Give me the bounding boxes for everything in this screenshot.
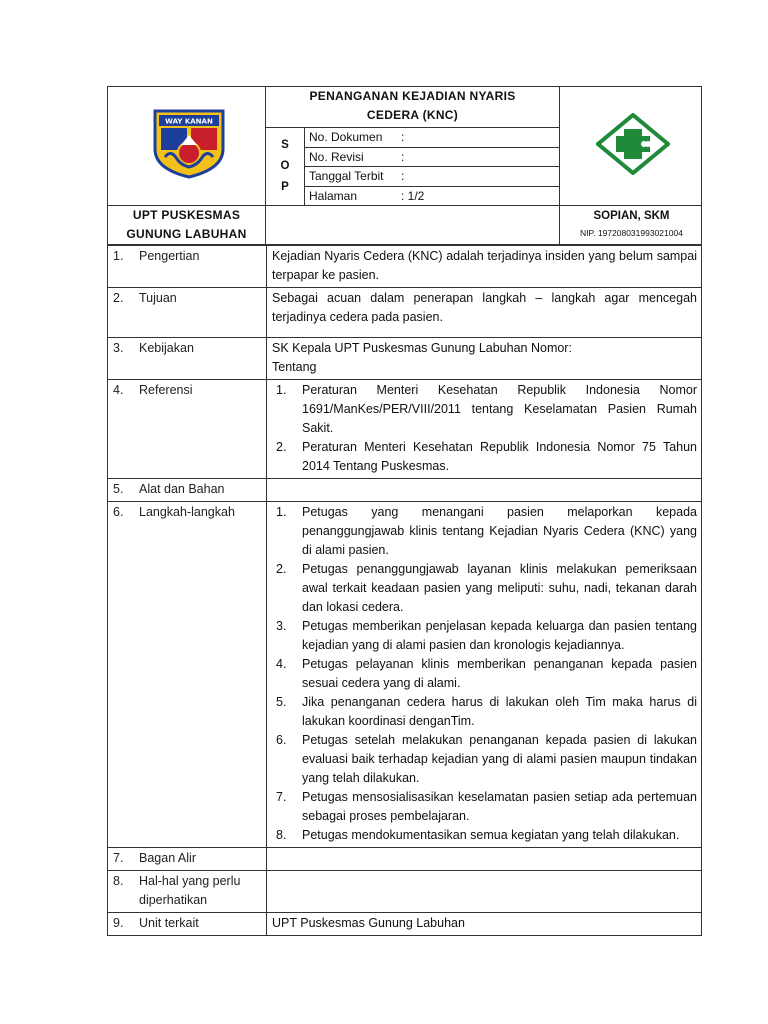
section-row-pengertian: 1. Pengertian Kejadian Nyaris Cedera (KNC) adalah terjadinya insiden yang belum sampai terpapar ke pasien. [108, 246, 702, 288]
way-kanan-emblem-icon [151, 109, 227, 179]
section-text [267, 848, 702, 871]
section-text: UPT Puskesmas Gunung Labuhan [267, 913, 702, 936]
meta-row-halaman: Halaman : 1/2 [309, 188, 425, 203]
meta-table [305, 128, 559, 205]
section-text [267, 871, 702, 913]
signer-name: SOPIAN, SKM [593, 210, 670, 222]
document-header [107, 86, 702, 206]
list-item: 2. Petugas penanggungjawab layanan klinis melakukan pemeriksaan awal terkait keadaan pasien yang meliputi: suhu, nadi, tekanan darah dan lokasi cedera. [276, 562, 697, 614]
list-item: 8. Petugas mendokumentasikan semua kegiatan yang telah dilakukan. [276, 828, 680, 842]
document-title: PENANGANAN KEJADIAN NYARIS CEDERA (KNC) [309, 89, 516, 122]
section-row-tujuan: 2. Tujuan Sebagai acuan dalam penerapan langkah – langkah agar mencegah terjadinya cedera pada pasien. [108, 288, 702, 338]
list-item: 4. Petugas pelayanan klinis memberikan penanganan kepada pasien sesuai cedera yang di alami. [276, 657, 697, 690]
meta-row-tanggal-terbit: Tanggal Terbit : [305, 167, 559, 187]
org-name: UPT PUSKESMAS GUNUNG LABUHAN [108, 206, 266, 244]
section-row-referensi: 4. Referensi 1. Peraturan Menteri Kesehatan Republik Indonesia Nomor 1691/ManKes/PER/VIII/2011 tentang Keselamatan Pasien Rumah Sakit. 2. Peraturan Menteri Kesehatan Republik Indonesia Nomor 75 Tahun 2014 Tentang Puskesmas. [108, 380, 702, 479]
section-text: SK Kepala UPT Puskesmas Gunung Labuhan Nomor: Tentang [267, 338, 702, 380]
section-text [267, 479, 702, 502]
signer-block [560, 206, 703, 244]
section-list [267, 380, 702, 479]
section-text: Kejadian Nyaris Cedera (KNC) adalah terjadinya insiden yang belum sampai terpapar ke pasien. [267, 246, 702, 288]
list-item: 1. Petugas yang menangani pasien melaporkan kepada penanggungjawab klinis tentang Kejadian Nyaris Cedera (KNC) yang di alami pasien. [276, 505, 697, 557]
section-row-langkah: 6. Langkah-langkah 1. Petugas yang menangani pasien melaporkan kepada penanggungjawab klinis tentang Kejadian Nyaris Cedera (KNC) yang di alami pasien. 2. Petugas penanggungjawab layanan klinis melakukan pemeriksaan awal terkait keadaan pasien yang meliputi: suhu, nadi, tekanan darah dan lokasi cedera. 3. Petugas memberikan penjelasan kepada keluarga dan pasien tentang kejadian yang di alami pasien dan kronologis kejadiannya. 4. Petugas pelayanan klinis memberikan penanganan kepada pasien sesuai cedera yang di alami. 5. Jika penanganan cedera harus di lakukan oleh Tim maka harus di lakukan koordinasi denganTim. 6. Petugas setelah melakukan penanganan kepada pasien di lakukan evaluasi baik terhadap kejadian yang di alami pasien maupun tindakan yang telah dilakukan. 7. Petugas mensosialisasikan keselamatan pasien setiap ada pertemuan sebagai proses pembelajaran. 8. Petugas mendokumentasikan semua kegiatan yang telah dilakukan. [108, 502, 702, 848]
right-logo-cell [560, 87, 703, 205]
list-item: 6. Petugas setelah melakukan penanganan kepada pasien di lakukan evaluasi baik terhadap kejadian yang di alami pasien maupun tindakan yang telah dilakukan. [276, 733, 697, 785]
section-label: Unit terkait [139, 916, 199, 930]
org-sign-row [107, 206, 702, 245]
section-row-bagan-alir: 7. Bagan Alir [108, 848, 702, 871]
list-item: 5. Jika penanganan cedera harus di lakukan oleh Tim maka harus di lakukan koordinasi denganTim. [276, 695, 697, 728]
list-item: 1. Peraturan Menteri Kesehatan Republik Indonesia Nomor 1691/ManKes/PER/VIII/2011 tentang Keselamatan Pasien Rumah Sakit. [276, 383, 697, 435]
section-label: Referensi [139, 383, 193, 397]
list-item: 3. Petugas memberikan penjelasan kepada keluarga dan pasien tentang kejadian yang di alami pasien dan kronologis kejadiannya. [276, 619, 697, 652]
signer-nip: NIP. 197208031993021004 [580, 228, 683, 238]
section-text: Sebagai acuan dalam penerapan langkah – langkah agar mencegah terjadinya cedera pada pasien. [267, 288, 702, 338]
empty-cell [266, 206, 560, 244]
sop-letters: S O P [266, 128, 305, 205]
puskesmas-logo-icon [596, 113, 670, 175]
section-label: Hal-hal yang perlu diperhatikan [139, 874, 241, 907]
section-row-kebijakan: 3. Kebijakan SK Kepala UPT Puskesmas Gunung Labuhan Nomor: Tentang [108, 338, 702, 380]
svg-text:WAY KANAN: WAY KANAN [165, 117, 213, 126]
title-cell [266, 87, 560, 205]
section-row-alat-bahan: 5. Alat dan Bahan [108, 479, 702, 502]
section-row-unit-terkait: 9. Unit terkait UPT Puskesmas Gunung Labuhan [108, 913, 702, 936]
section-label: Kebijakan [139, 341, 194, 355]
section-label: Tujuan [139, 291, 177, 305]
section-label: Bagan Alir [139, 851, 196, 865]
section-row-hal-hal: 8. Hal-hal yang perlu diperhatikan [108, 871, 702, 913]
meta-row-no-dokumen: No. Dokumen : [305, 128, 559, 148]
section-label: Pengertian [139, 249, 200, 263]
list-item: 7. Petugas mensosialisasikan keselamatan pasien setiap ada pertemuan sebagai proses pembelajaran. [276, 790, 697, 823]
left-logo-cell [108, 87, 266, 205]
sop-content-table [107, 245, 702, 936]
meta-row-no-revisi: No. Revisi : [305, 148, 559, 168]
list-item: 2. Peraturan Menteri Kesehatan Republik Indonesia Nomor 75 Tahun 2014 Tentang Puskesmas. [276, 440, 697, 473]
sop-meta-block [266, 127, 559, 205]
section-list [267, 502, 702, 848]
section-label: Langkah-langkah [139, 505, 235, 519]
sop-document [107, 86, 702, 936]
section-label: Alat dan Bahan [139, 482, 225, 496]
